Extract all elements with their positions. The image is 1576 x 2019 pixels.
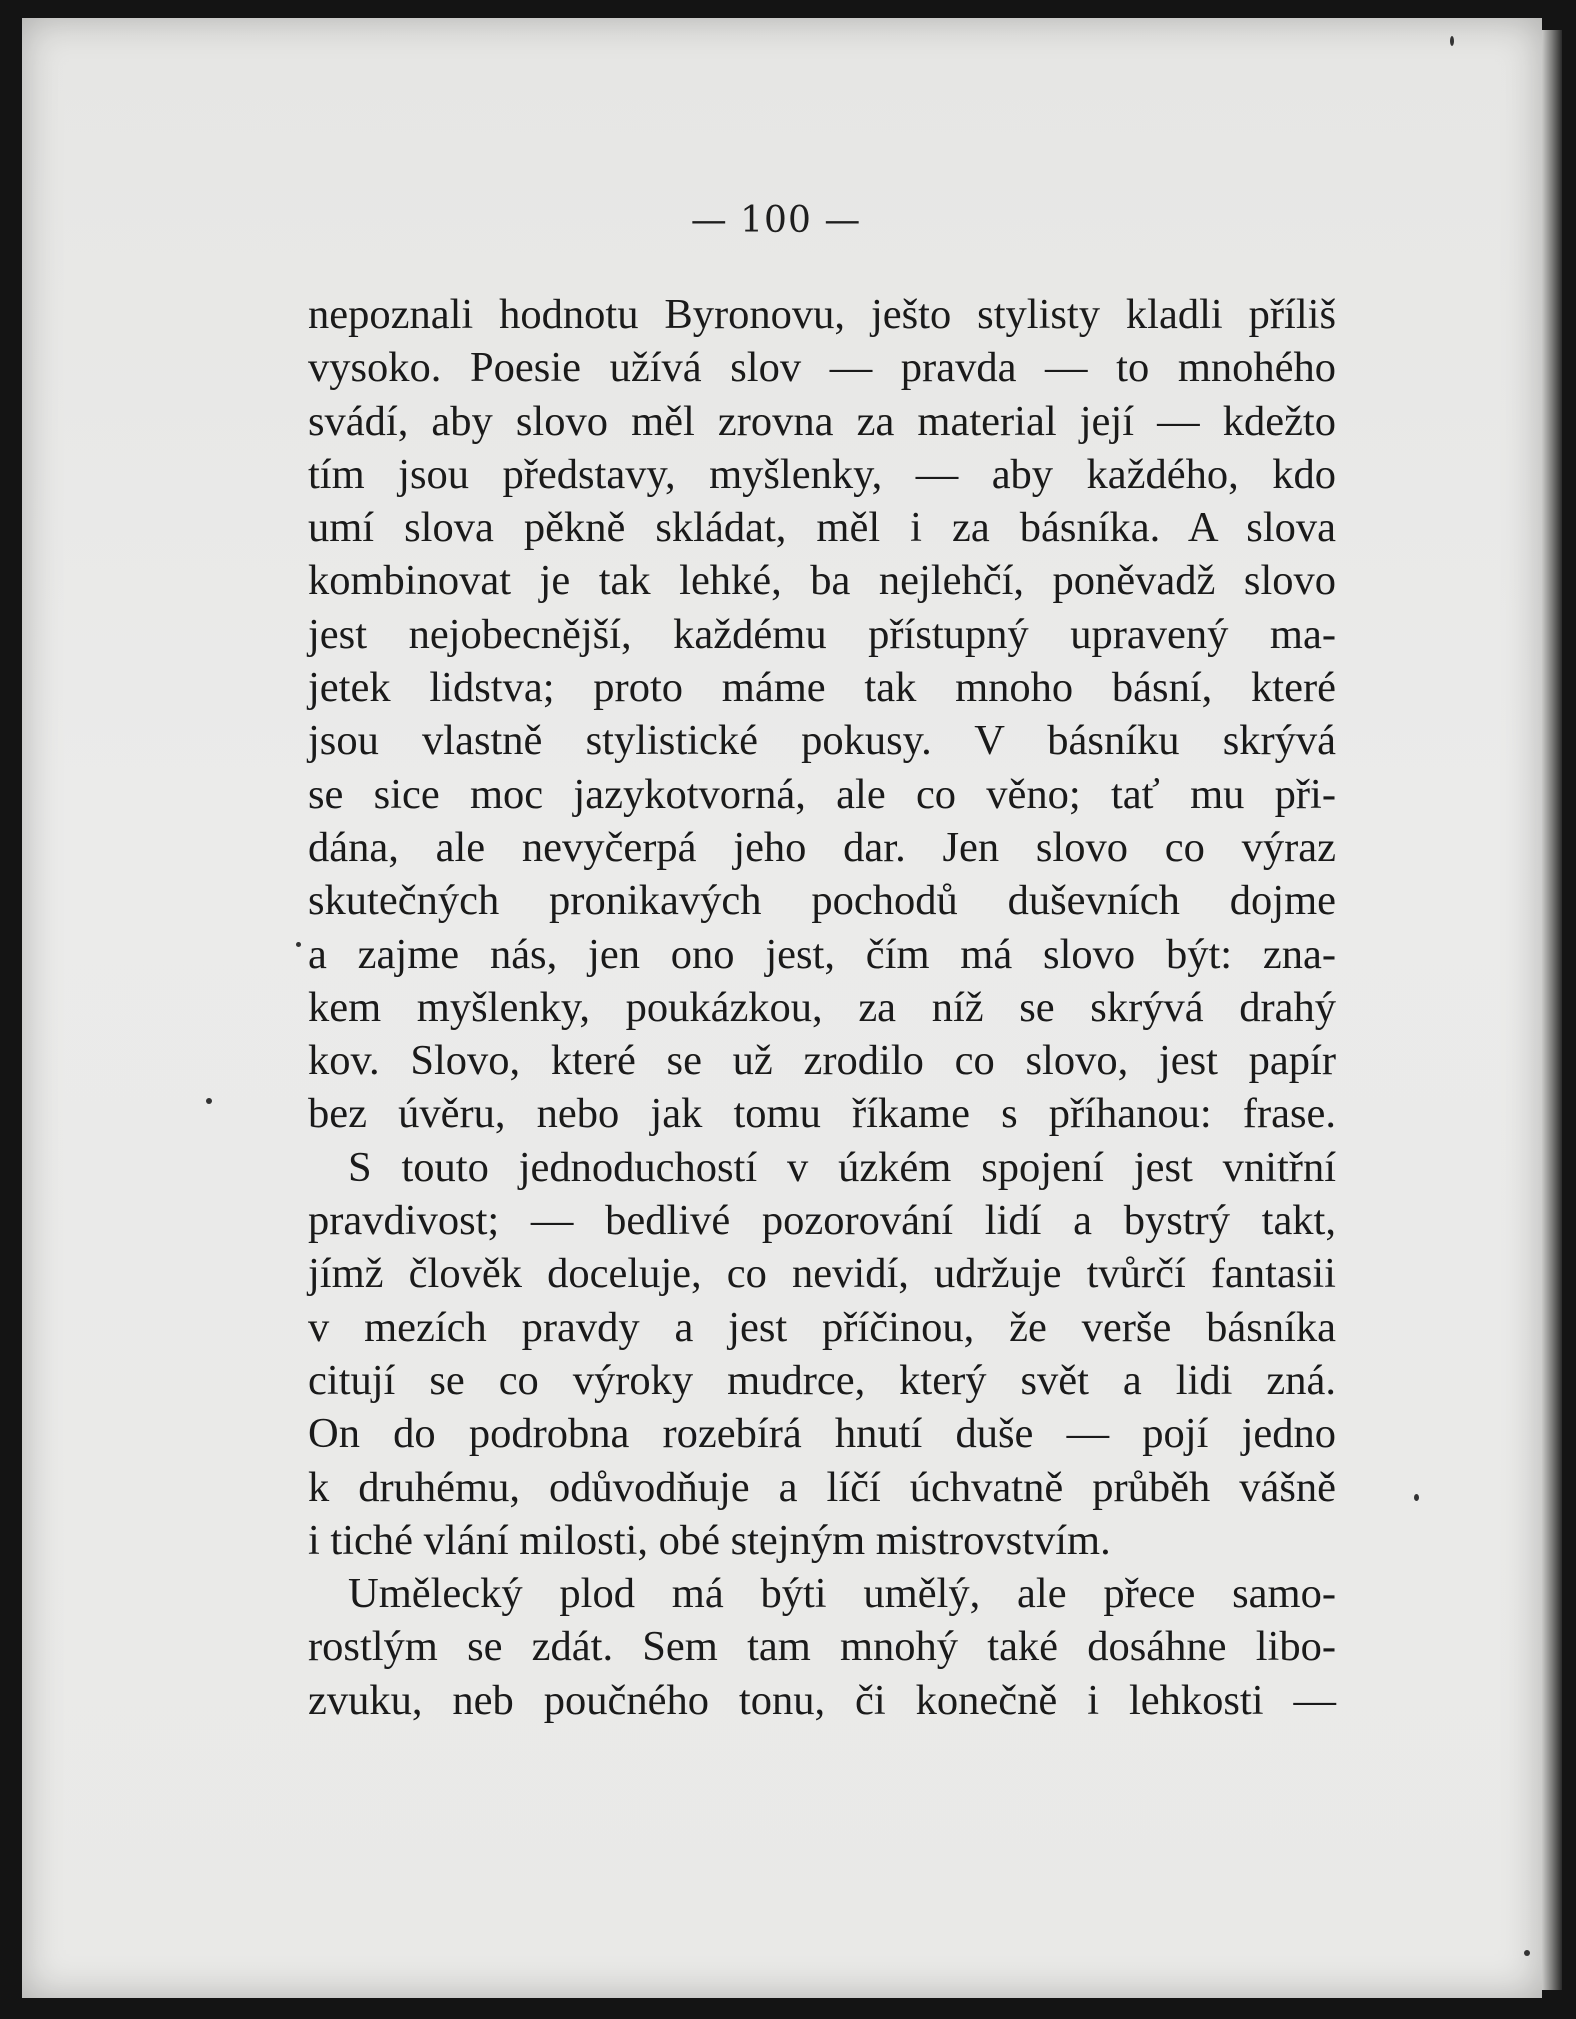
text-line: kem myšlenky, poukázkou, za níž se skrývá drahý (308, 983, 1336, 1031)
text-line: skutečných pronikavých pochodů duševních dojme (308, 877, 1336, 925)
text-line: k druhému, odůvodňuje a líčí úchvatně průběh vášně (308, 1463, 1336, 1511)
text-line: se sice moc jazykotvorná, ale co věno; tať mu při- (308, 770, 1336, 818)
text-line: jest nejobecnější, každému přístupný upravený ma- (308, 610, 1336, 658)
dust-speck (296, 942, 301, 947)
body-text (308, 288, 1336, 1727)
page-edge-shadow (1542, 30, 1562, 1990)
text-line: jímž člověk doceluje, co nevidí, udržuje tvůrčí fantasii (308, 1250, 1336, 1298)
text-line: pravdivost; — bedlivé pozorování lidí a bystrý takt, (308, 1197, 1336, 1245)
dust-speck (206, 1098, 212, 1104)
text-line: vysoko. Poesie užívá slov — pravda — to mnohého (308, 344, 1336, 392)
text-line: a zajme nás, jen ono jest, čím má slovo být: zna- (308, 930, 1336, 978)
text-line: jetek lidstva; proto máme tak mnoho básní, které (308, 664, 1336, 712)
dust-speck (1524, 1950, 1530, 1956)
text-line: svádí, aby slovo měl zrovna za material její — kdežto (308, 397, 1336, 445)
page-number: — 100 — (690, 200, 862, 241)
text-line: nepoznali hodnotu Byronovu, ješto stylisty kladli příliš (308, 291, 1336, 338)
dust-speck (1450, 36, 1454, 46)
text-line: Umělecký plod má býti umělý, ale přece samo- (348, 1570, 1336, 1618)
text-line: kov. Slovo, které se už zrodilo co slovo, jest papír (308, 1037, 1336, 1085)
text-line: zvuku, neb poučného tonu, či konečně i lehkosti — (308, 1676, 1336, 1724)
text-line: i tiché vlání milosti, obé stejným mistrovstvím. (308, 1516, 1111, 1564)
text-line: On do podrobna rozebírá hnutí duše — pojí jedno (308, 1410, 1336, 1458)
text-line: rostlým se zdát. Sem tam mnohý také dosáhne libo- (308, 1623, 1336, 1671)
text-line: citují se co výroky mudrce, který svět a lidi zná. (308, 1356, 1336, 1404)
dust-speck (1414, 1494, 1419, 1501)
text-line: kombinovat je tak lehké, ba nejlehčí, poněvadž slovo (308, 557, 1336, 605)
text-line: tím jsou představy, myšlenky, — aby každého, kdo (308, 450, 1336, 498)
text-line: dána, ale nevyčerpá jeho dar. Jen slovo co výraz (308, 823, 1336, 871)
text-line: v mezích pravdy a jest příčinou, že verše básníka (308, 1303, 1336, 1351)
text-line: S touto jednoduchostí v úzkém spojení jest vnitřní (348, 1143, 1336, 1191)
text-line: jsou vlastně stylistické pokusy. V básníku skrývá (308, 717, 1336, 765)
text-line: umí slova pěkně skládat, měl i za básníka. A slova (308, 504, 1336, 552)
text-line: bez úvěru, nebo jak tomu říkame s příhanou: frase. (308, 1090, 1336, 1138)
